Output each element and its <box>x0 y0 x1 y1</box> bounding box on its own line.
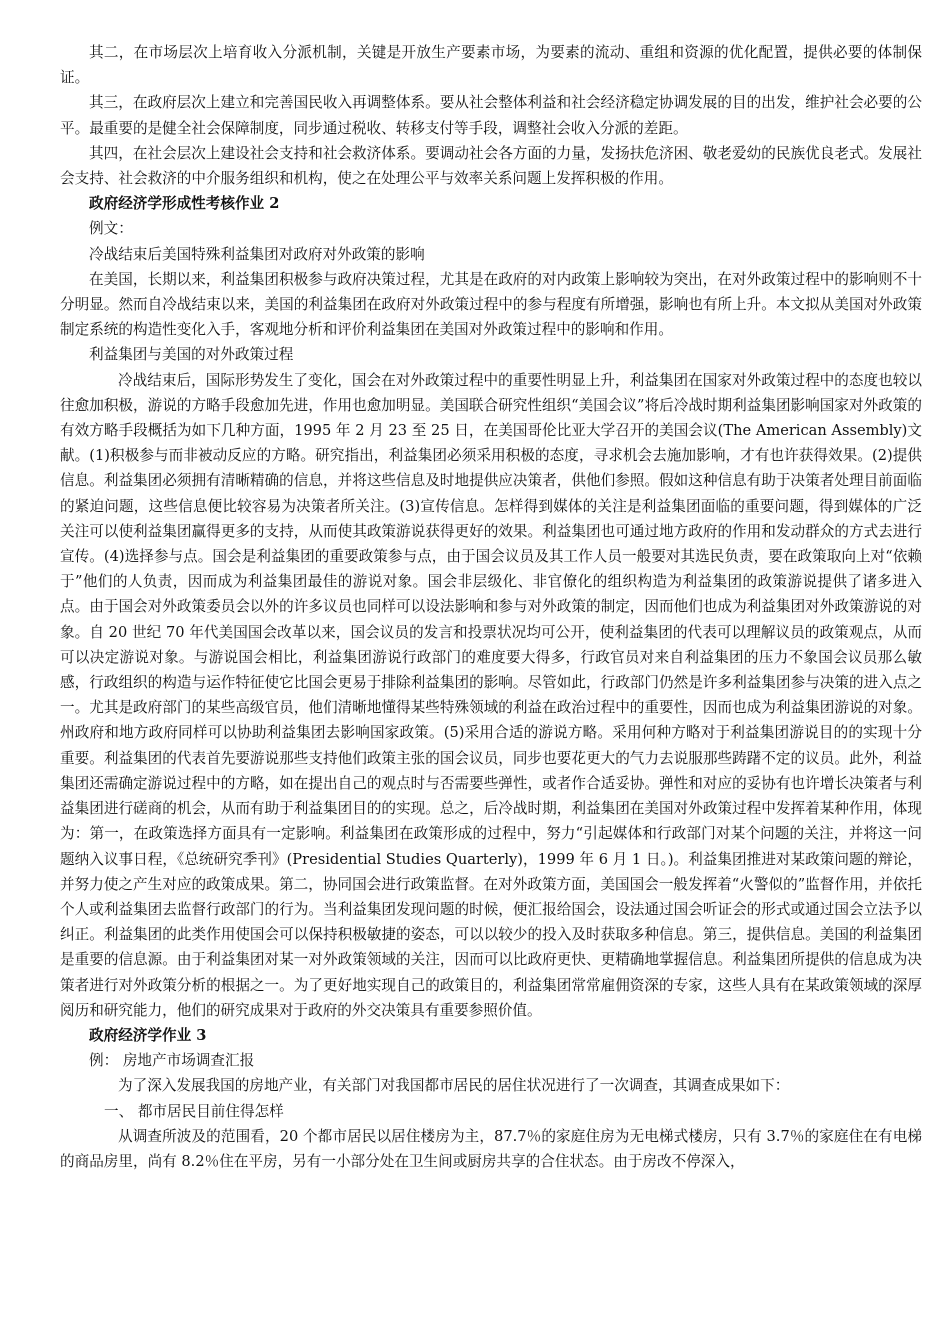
section-heading-assignment-2: 政府经济学形成性考核作业 2 <box>89 195 280 213</box>
article-title: 冷战结束后美国特殊利益集团对政府对外政策的影响 <box>89 245 425 263</box>
paragraph-report-intro: 为了深入发展我国的房地产业，有关部门对我国都市居民的居住状况进行了一次调查，其调查成果如下： <box>118 1077 790 1095</box>
report-section-heading-1: 一、 都市居民目前住得怎样 <box>104 1102 284 1120</box>
document-page <box>60 40 922 1174</box>
paragraph-income-society: 其四，在社会层次上建设社会支持和社会救济体系。要调动社会各方面的力量，发扬扶危济困、敬老爱幼的民族优良老式。发展社会支持、社会救济的中介服务组织和机构，使之在处理公平与效率关系问题上发挥积极的作用。 <box>60 144 922 188</box>
paragraph-income-government: 其三，在政府层次上建立和完善国民收入再调整体系。要从社会整体利益和社会经济稳定协调发展的目的出发，维护社会必要的公平。最重要的是健全社会保障制度，同步通过税收、转移支付等手段，调整社会收入分派的差距。 <box>60 94 922 137</box>
example-report-title: 例： 房地产市场调查汇报 <box>89 1052 255 1070</box>
paragraph-article-body: 冷战结束后，国际形势发生了变化，国会在对外政策过程中的重要性明显上升，利益集团在国家对外政策过程中的态度也较以往愈加积极，游说的方略手段愈加先进，作用也愈加明显。美国联合研究性组织“美国会议”将后冷战时期利益集团影响国家对外政策的有效方略手段概括为如下几种方面，1995 年 2 月 23 至 25 日，在美国哥伦比亚大学召开的美国会议(The American Assembly)文献。(1)积极参与而非被动反应的方略。研究指出，利益集团必须采用积极的态度，寻求机会去施加影响，才有也许获得效果。(2)提供信息。利益集团必须拥有清晰精确的信息，并将这些信息及时地提供应决策者，供他们参照。假如这种信息有助于决策者处理目前面临的紧迫问题，这些信息便比较容易为决策者所关注。(3)宣传信息。怎样得到媒体的关注是利益集团面临的重要问题，得到媒体的广泛关注可以使利益集团赢得更多的支持，从而使其政策游说获得更好的效果。利益集团也可通过地方政府的作用和发动群众的方式去进行宣传。(4)选择参与点。国会是利益集团的重要政策参与点，由于国会议员及其工作人员一般要对其选民负责，要在政策取向上对“依赖于”他们的人负责，因而成为利益集团最佳的游说对象。国会非层级化、非官僚化的组织构造为利益集团的政策游说提供了诸多进入点。由于国会对外政策委员会以外的许多议员也同样可以设法影响和参与对外政策的制定，因而他们也成为利益集团对外政策游说的对象。自 20 世纪 70 年代美国国会改革以来，国会议员的发言和投票状况均可公开，使利益集团的代表可以理解议员的政策观点，从而可以决定游说对象。与游说国会相比，利益集团游说行政部门的难度要大得多，行政官员对来自利益集团的压力不象国会议员那么敏感，行政组织的构造与运作特征使它比国会更易于排除利益集团的影响。尽管如此，行政部门仍然是许多利益集团参与决策的进入点之一。尤其是政府部门的某些高级官员，他们清晰地懂得某些特殊领域的利益在政治过程中的重要性，因而也成为利益集团游说的对象。州政府和地方政府同样可以协助利益集团去影响国家政策。(5)采用合适的游说方略。采用何种方略对于利益集团游说目的的实现十分重要。利益集团的代表首先要游说那些支持他们政策主张的国会议员，同步也要花更大的气力去说服那些踌躇不定的议员。此外，利益集团还需确定游说过程中的方略，如在提出自己的观点时与否需要些弹性，或者作合适妥协。弹性和对应的妥协有也许增长决策者与利益集团进行磋商的机会，从而有助于利益集团目的的实现。总之，后冷战时期，利益集团在美国对外政策过程中发挥着某种作用，体现为：第一，在政策选择方面具有一定影响。利益集团在政策形成的过程中，努力“引起媒体和行政部门对某个问题的关注，并将这一问题纳入议事日程，《总统研究季刊》(Presidential Studies Quarterly)，1999 年 6 月 1 日。)。利益集团推进对某政策问题的辩论，并努力使之产生对应的政策成果。第二，协同国会进行政策监督。在对外政策方面，美国国会一般发挥着“火警似的”监督作用，并依托个人或利益集团去监督行政部门的行为。当利益集团发现问题的时候，便汇报给国会，设法通过国会听证会的形式或通过国会立法予以纠正。利益集团的此类作用使国会可以保持积极敏捷的姿态，可以以较少的投入及时获取多种信息。第三，提供信息。美国的利益集团是重要的信息源。由于利益集团对某一对外政策领域的关注，因而可以比政府更快、更精确地掌握信息。利益集团所提供的信息成为决策者进行对外政策分析的根据之一。为了更好地实现自己的政策目的，利益集团常常雇佣资深的专家，这些人具有在某政策领域的深厚阅历和研究能力，他们的研究成果对于政府的外交决策具有重要参照价值。 <box>60 371 922 1019</box>
paragraph-article-intro: 在美国，长期以来，利益集团积极参与政府决策过程，尤其是在政府的对内政策上影响较为突出，在对外政策过程中的影响则不十分明显。然而自冷战结束以来，美国的利益集团在政府对外政策过程中的参与程度有所增强，影响也有所上升。本文拟从美国对外政策制定系统的构造性变化入手，客观地分析和评价利益集团在美国对外政策过程中的影响和作用。 <box>60 270 922 339</box>
paragraph-report-body: 从调查所波及的范围看，20 个都市居民以居住楼房为主，87.7％的家庭住房为无电梯式楼房，只有 3.7％的家庭住在有电梯的商品房里，尚有 8.2％住在平房，另有一小部分处在卫生间或厨房共享的合住状态。由于房改不停深入， <box>60 1127 922 1170</box>
example-label: 例文： <box>89 220 133 238</box>
paragraph-income-market: 其二，在市场层次上培育收入分派机制，关键是开放生产要素市场，为要素的流动、重组和资源的优化配置，提供必要的体制保证。 <box>60 44 922 87</box>
section-heading-assignment-3: 政府经济学作业 3 <box>89 1026 207 1044</box>
subsection-title: 利益集团与美国的对外政策过程 <box>89 346 294 364</box>
